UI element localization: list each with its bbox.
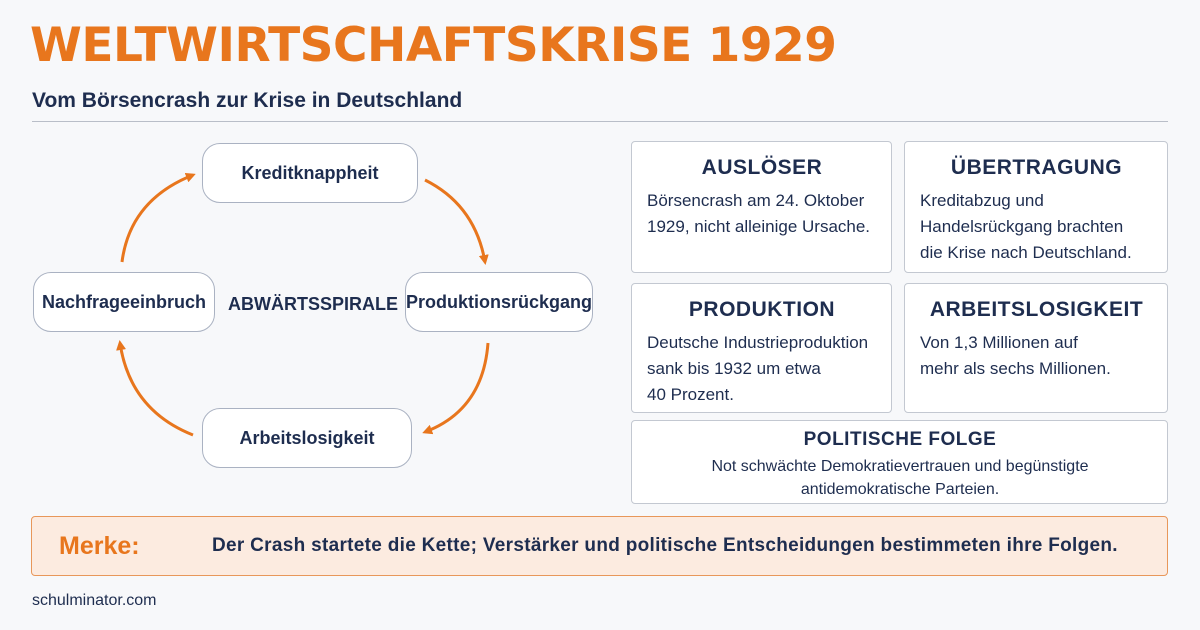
merke-box — [31, 516, 1168, 576]
card-politische-folge — [631, 420, 1168, 504]
cycle-center-label: ABWÄRTSSPIRALE — [228, 294, 398, 314]
card-arbeitslosigkeit — [904, 283, 1168, 413]
card-title: ÜBERTRAGUNG — [950, 156, 1123, 179]
card-text: Kreditabzug und Handelsrückgang brachten die Krise nach Deutschland. — [920, 191, 1132, 262]
cycle-node-kreditknappheit: Kreditknappheit — [202, 143, 418, 203]
arrow-top-to-right — [425, 180, 485, 262]
card-produktion — [631, 283, 892, 413]
page-subtitle: Vom Börsencrash zur Krise in Deutschland — [32, 89, 463, 112]
card-text: Deutsche Industrieproduktion sank bis 1932 um etwa 40 Prozent. — [647, 333, 869, 404]
arrow-left-to-top — [122, 175, 193, 262]
card-text: Not schwächte Demokratievertrauen und begünstigte antidemokratische Parteien. — [711, 458, 1089, 498]
arrow-right-to-bottom — [425, 343, 488, 432]
card-text: Von 1,3 Millionen auf mehr als sechs Millionen. — [920, 333, 1111, 378]
merke-label: Merke: — [59, 531, 140, 560]
cycle-node-nachfrageeinbruch: Nachfrageeinbruch — [33, 272, 215, 332]
card-title: ARBEITSLOSIGKEIT — [929, 298, 1144, 321]
card-text: Börsencrash am 24. Oktober 1929, nicht alleinige Ursache. — [647, 191, 871, 236]
footer-site-link[interactable]: schulminator.com — [32, 592, 157, 609]
arrow-bottom-to-left — [120, 343, 193, 435]
card-title: AUSLÖSER — [701, 156, 823, 179]
page-title: WELTWIRTSCHAFTSKRISE 1929 — [30, 18, 837, 73]
card-title: PRODUKTION — [688, 298, 836, 321]
cycle-node-produktionsrueckgang: Produktionsrückgang — [405, 272, 593, 332]
merke-text: Der Crash startete die Kette; Verstärker und politische Entscheidungen bestimmeten ihre Folgen. — [212, 535, 1118, 556]
cycle-node-arbeitslosigkeit: Arbeitslosigkeit — [202, 408, 412, 468]
card-ausloeser — [631, 141, 892, 273]
card-uebertragung — [904, 141, 1168, 273]
card-title: POLITISCHE FOLGE — [803, 429, 997, 450]
